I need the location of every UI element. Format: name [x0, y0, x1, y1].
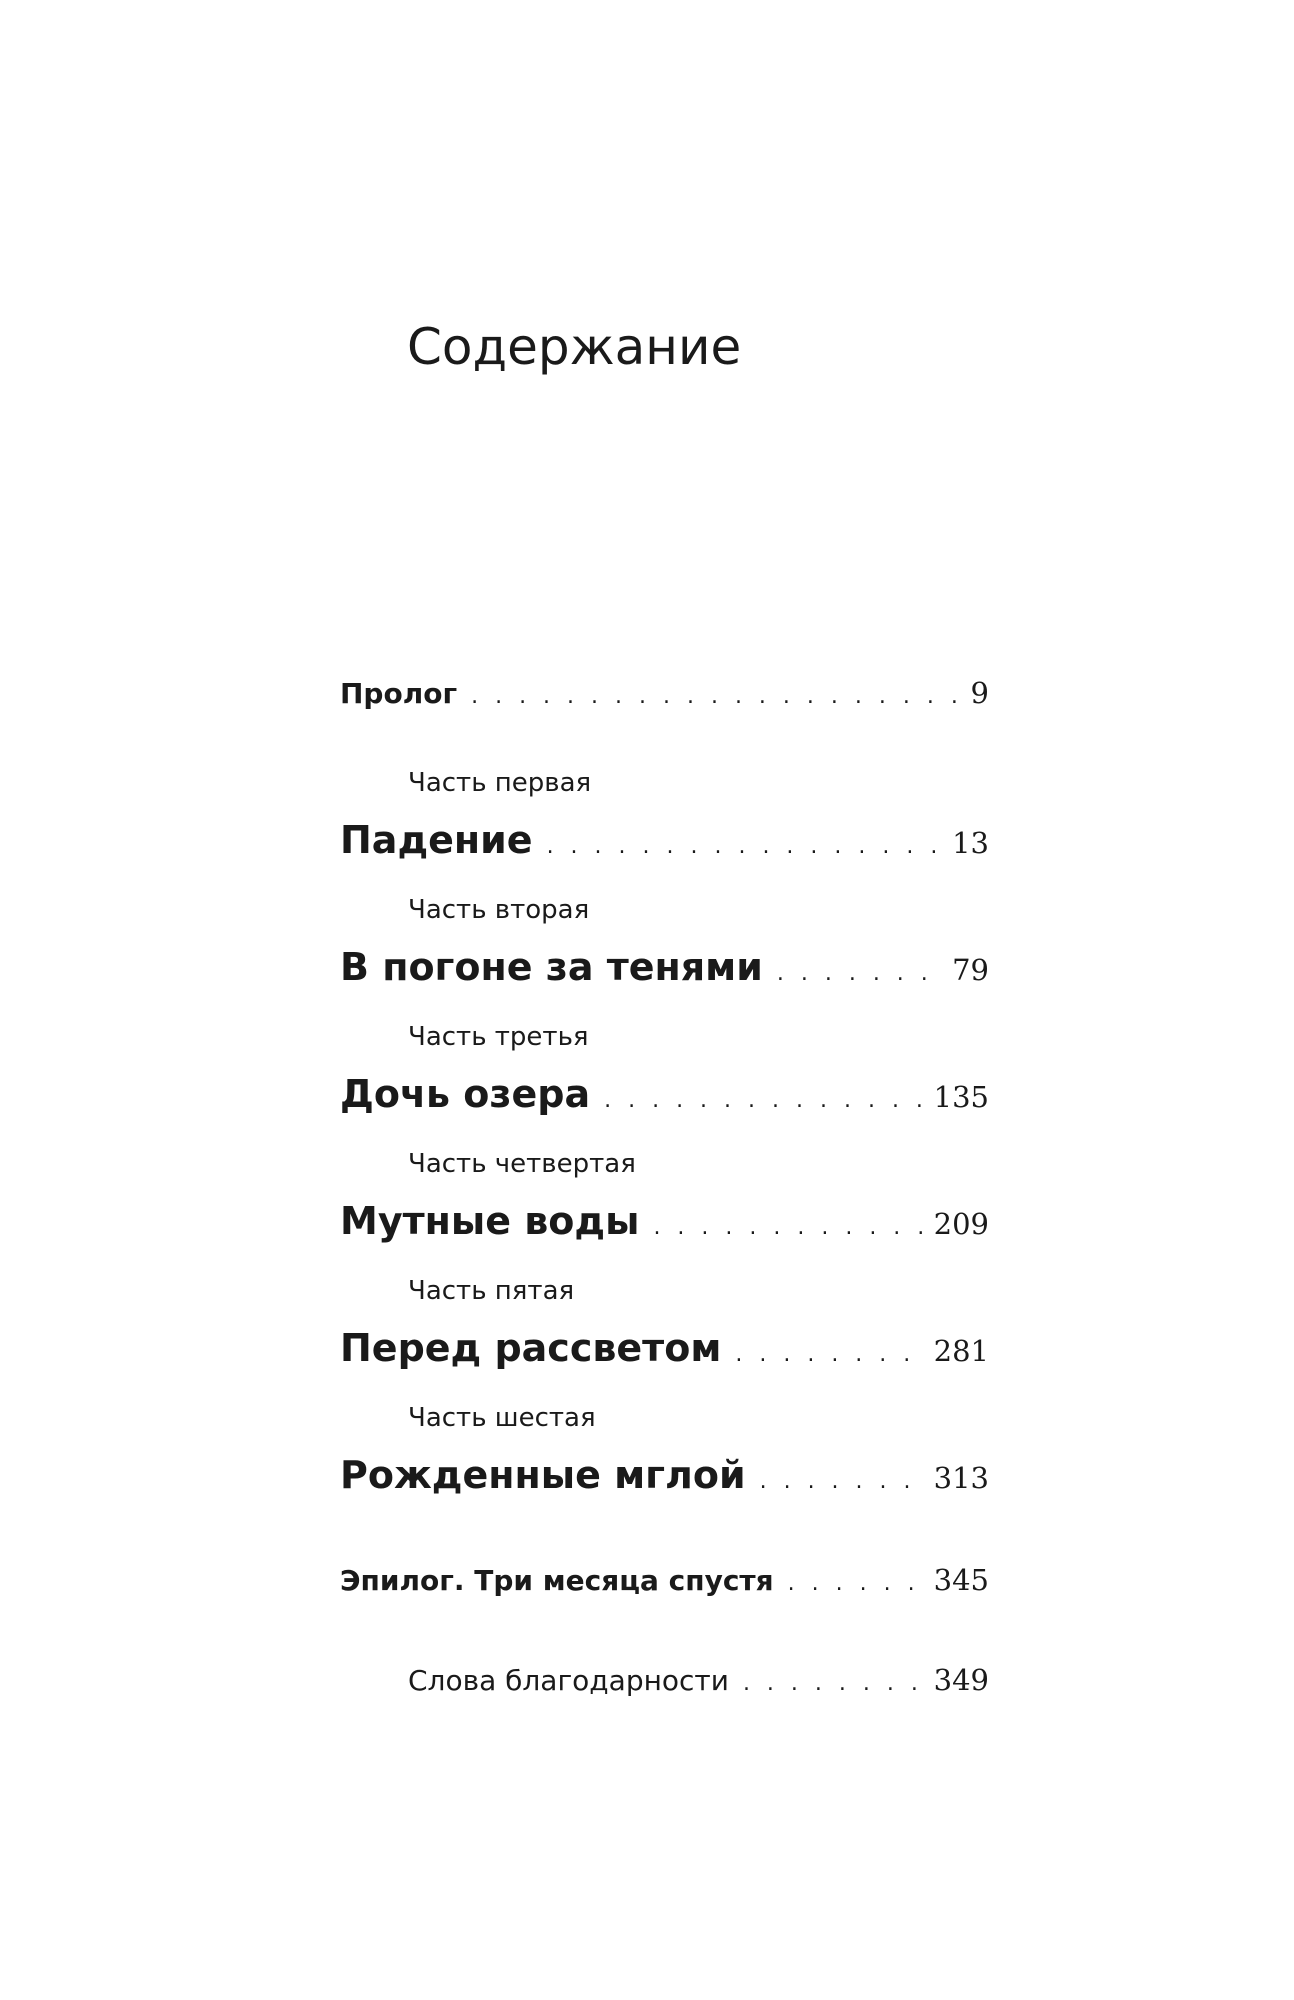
toc-entry-acknowledgements[interactable] — [408, 1663, 989, 1697]
entry-title: Дочь озера — [340, 1072, 591, 1116]
page-number: 135 — [933, 1080, 989, 1114]
toc-entry-part-2[interactable] — [340, 945, 989, 989]
entry-title: В погоне за тенями — [340, 945, 763, 989]
part-label-5: Часть пятая — [408, 1276, 575, 1306]
toc-entry-part-6[interactable] — [340, 1453, 989, 1497]
page-number: 209 — [933, 1207, 989, 1241]
dot-leader — [760, 1469, 924, 1494]
page-number: 281 — [933, 1334, 989, 1368]
toc-entry-prologue[interactable] — [340, 676, 989, 710]
page-number: 345 — [933, 1563, 989, 1597]
entry-title: Мутные воды — [340, 1199, 640, 1243]
toc-entry-part-1[interactable] — [340, 818, 989, 862]
entry-title: Падение — [340, 818, 533, 862]
dot-leader — [743, 1671, 924, 1696]
dot-leader — [735, 1342, 923, 1367]
entry-title: Эпилог. Три месяца спустя — [340, 1564, 774, 1597]
entry-title: Пролог — [340, 677, 458, 710]
dot-leader — [653, 1215, 923, 1240]
page-number: 349 — [933, 1663, 989, 1697]
toc-entry-part-4[interactable] — [340, 1199, 989, 1243]
part-label-2: Часть вторая — [408, 895, 590, 925]
dot-leader — [788, 1571, 924, 1596]
dot-leader — [547, 834, 943, 859]
dot-leader — [471, 684, 960, 709]
dot-leader — [604, 1088, 924, 1113]
toc-entry-epilogue[interactable] — [340, 1563, 989, 1597]
toc-entry-part-3[interactable] — [340, 1072, 989, 1116]
part-label-6: Часть шестая — [408, 1403, 596, 1433]
part-label-4: Часть четвертая — [408, 1149, 636, 1179]
page-number: 79 — [952, 953, 989, 987]
entry-title: Рожденные мглой — [340, 1453, 746, 1497]
page-title: Содержание — [407, 318, 742, 376]
dot-leader — [777, 961, 942, 986]
page-number: 9 — [970, 676, 989, 710]
page-number: 13 — [952, 826, 989, 860]
part-label-1: Часть первая — [408, 768, 592, 798]
entry-title: Перед рассветом — [340, 1326, 722, 1370]
toc-entry-part-5[interactable] — [340, 1326, 989, 1370]
entry-title: Слова благодарности — [408, 1664, 729, 1697]
part-label-3: Часть третья — [408, 1022, 589, 1052]
page-number: 313 — [933, 1461, 989, 1495]
